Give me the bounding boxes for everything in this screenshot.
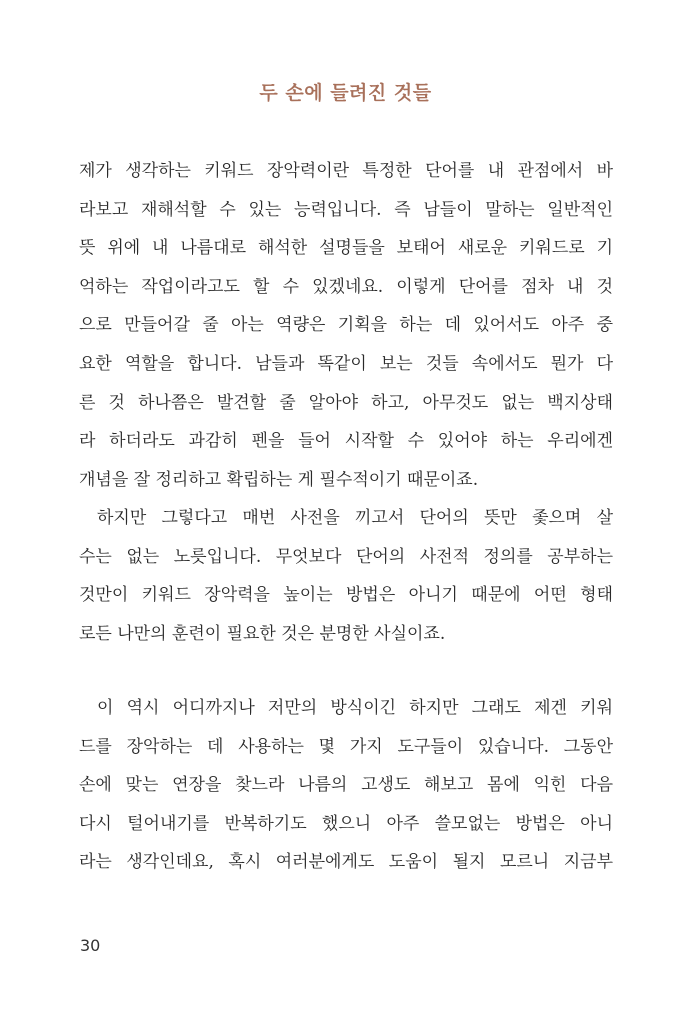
- paragraph-3: [79, 689, 613, 882]
- text-line: 드를 장악하는 데 사용하는 몇 가지 도구들이 있습니다. 그동안: [79, 736, 613, 757]
- text-line: 라는 생각인데요, 혹시 여러분에게도 도움이 될지 모르니 지금부: [79, 852, 613, 873]
- text-line: 른 것 하나쯤은 발견할 줄 알아야 하고, 아무것도 없는 백지상태: [79, 392, 613, 413]
- text-line: 것만이 키워드 장악력을 높이는 방법은 아니기 때문에 어떤 형태: [79, 585, 613, 606]
- text-line: 제가 생각하는 키워드 장악력이란 특정한 단어를 내 관점에서 바: [79, 161, 613, 181]
- text-line: 억하는 작업이라고도 할 수 있겠네요. 이렇게 단어를 점차 내 것: [79, 276, 613, 297]
- text-line: 라 하더라도 과감히 펜을 들어 시작할 수 있어야 하는 우리에겐: [79, 431, 613, 452]
- text-line: 으로 만들어갈 줄 아는 역량은 기획을 하는 데 있어서도 아주 중: [79, 315, 613, 336]
- text-line: 뜻 위에 내 나름대로 해석한 설명들을 보태어 새로운 키워드로 기: [79, 238, 613, 259]
- text-line: 요한 역할을 합니다. 남들과 똑같이 보는 것들 속에서도 뭔가 다: [79, 353, 613, 374]
- text-line: 로든 나만의 훈련이 필요한 것은 분명한 사실이죠.: [79, 623, 446, 644]
- text-line: 손에 맞는 연장을 찾느라 나름의 고생도 해보고 몸에 익힌 다음: [79, 775, 613, 796]
- text-line: 다시 털어내기를 반복하기도 했으니 아주 쓸모없는 방법은 아니: [79, 813, 613, 834]
- paragraph-1: [79, 152, 613, 499]
- text-line: 개념을 잘 정리하고 확립하는 게 필수적이기 때문이죠.: [79, 469, 479, 490]
- text-line: 수는 없는 노릇입니다. 무엇보다 단어의 사전적 정의를 공부하는: [79, 546, 613, 567]
- page-number: 30: [80, 936, 101, 955]
- text-line: 이 역시 어디까지나 저만의 방식이긴 하지만 그래도 제겐 키워: [97, 698, 613, 718]
- text-line: 하지만 그렇다고 매번 사전을 끼고서 단어의 뜻만 좇으며 살: [97, 508, 613, 528]
- chapter-title: 두 손에 들려진 것들: [259, 82, 432, 104]
- text-line: 라보고 재해석할 수 있는 능력입니다. 즉 남들이 말하는 일반적인: [79, 199, 613, 220]
- paragraph-2: [79, 499, 613, 653]
